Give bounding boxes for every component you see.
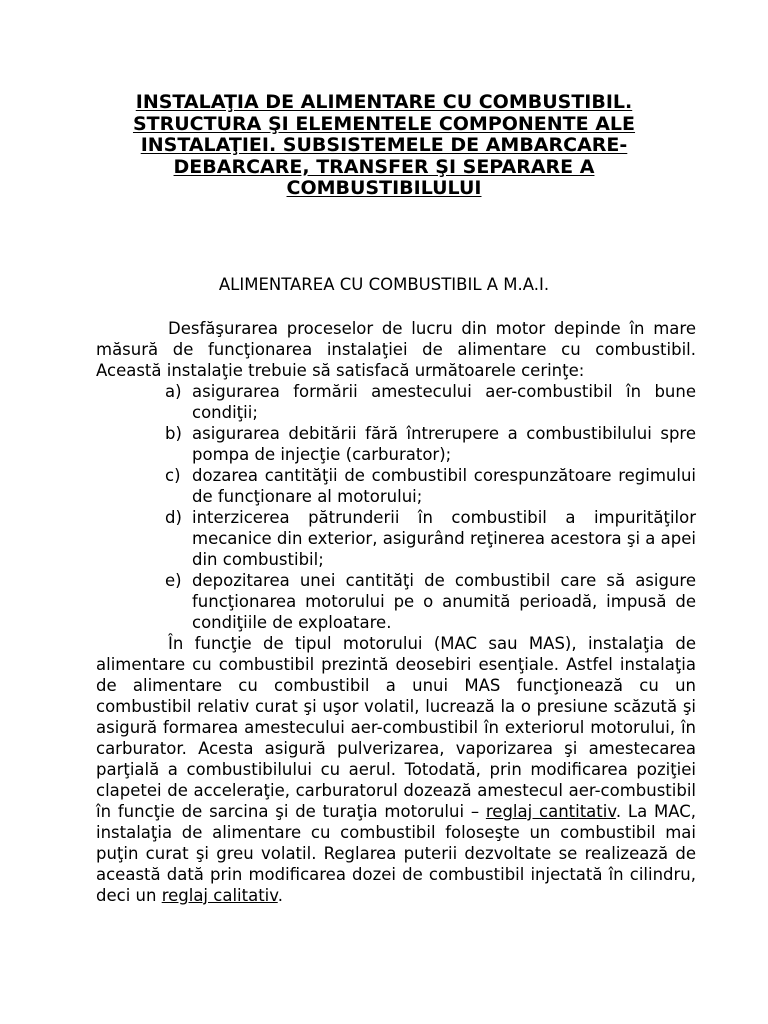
reglaj-cantitativ-term: reglaj cantitativ xyxy=(485,802,616,821)
engine-types-paragraph xyxy=(96,633,696,906)
list-item xyxy=(165,465,696,507)
list-item xyxy=(165,423,696,465)
list-marker: b) xyxy=(165,424,182,443)
list-marker: a) xyxy=(165,382,182,401)
reglaj-calitativ-term: reglaj calitativ xyxy=(161,886,278,905)
list-item-text: interzicerea pătrunderii în combustibil a impurităţilor mecanice din exterior, asigurând reţinerea acestora şi a apei din combustibil; xyxy=(192,508,696,569)
list-item xyxy=(165,381,696,423)
document-body xyxy=(96,318,696,906)
list-item xyxy=(165,507,696,570)
section-heading: ALIMENTAREA CU COMBUSTIBIL A M.A.I. xyxy=(218,275,550,294)
document-title: INSTALAŢIA DE ALIMENTARE CU COMBUSTIBIL. STRUCTURA ŞI ELEMENTELE COMPONENTE ALE INSTALAŢIEI. SUBSISTEMELE DE AMBARCARE-DEBARCARE, TRANSFER ŞI SEPARARE A COMBUSTIBILULUI xyxy=(132,91,636,200)
list-marker: d) xyxy=(165,508,182,527)
list-item-text: dozarea cantităţii de combustibil corespunzătoare regimului de funcţionare al motorului; xyxy=(192,466,696,506)
list-marker: c) xyxy=(165,466,181,485)
list-marker: e) xyxy=(165,571,182,590)
intro-paragraph: Desfăşurarea proceselor de lucru din motor depinde în mare măsură de funcţionarea instalaţiei de alimentare cu combustibil. Această instalaţie trebuie să satisfacă următoarele cerinţe: xyxy=(96,319,696,380)
list-item-text: asigurarea formării amestecului aer-combustibil în bune condiţii; xyxy=(192,382,696,422)
requirements-list xyxy=(96,381,696,633)
paragraph-text: . La MAC, instalaţia de alimentare cu combustibil foloseşte un combustibil mai puţin curat şi greu volatil. Reglarea puterii dezvoltate se realizează de această dată prin modificarea dozei de combustibil injectată în cilindru, deci un xyxy=(96,802,696,905)
paragraph-text: . xyxy=(277,886,283,905)
list-item-text: depozitarea unei cantităţi de combustibil care să asigure funcţionarea motorului pe o anumită perioadă, impusă de condiţiile de exploatare. xyxy=(192,571,696,632)
paragraph-text: În funcţie de tipul motorului (MAC sau MAS), instalaţia de alimentare cu combustibil prezintă deosebiri esenţiale. Astfel instalaţia de alimentare cu combustibil a unui MAS funcţionează cu un combustibil relativ curat şi uşor volatil, lucrează la o presiune scăzută şi asigură formarea amestecului aer-combustibil în exteriorul motorului, în carburator. Acesta asigură pulverizarea, vaporizarea şi amestecarea parţială a combustibilului cu aerul. Totodată, prin modificarea poziţiei clapetei de acceleraţie, carburatorul dozează amestecul aer-combustibil în funcţie de sarcina şi de turaţia motorului – xyxy=(96,634,696,821)
list-item-text: asigurarea debitării fără întrerupere a combustibilului spre pompa de injecţie (carburator); xyxy=(192,424,696,464)
list-item xyxy=(165,570,696,633)
